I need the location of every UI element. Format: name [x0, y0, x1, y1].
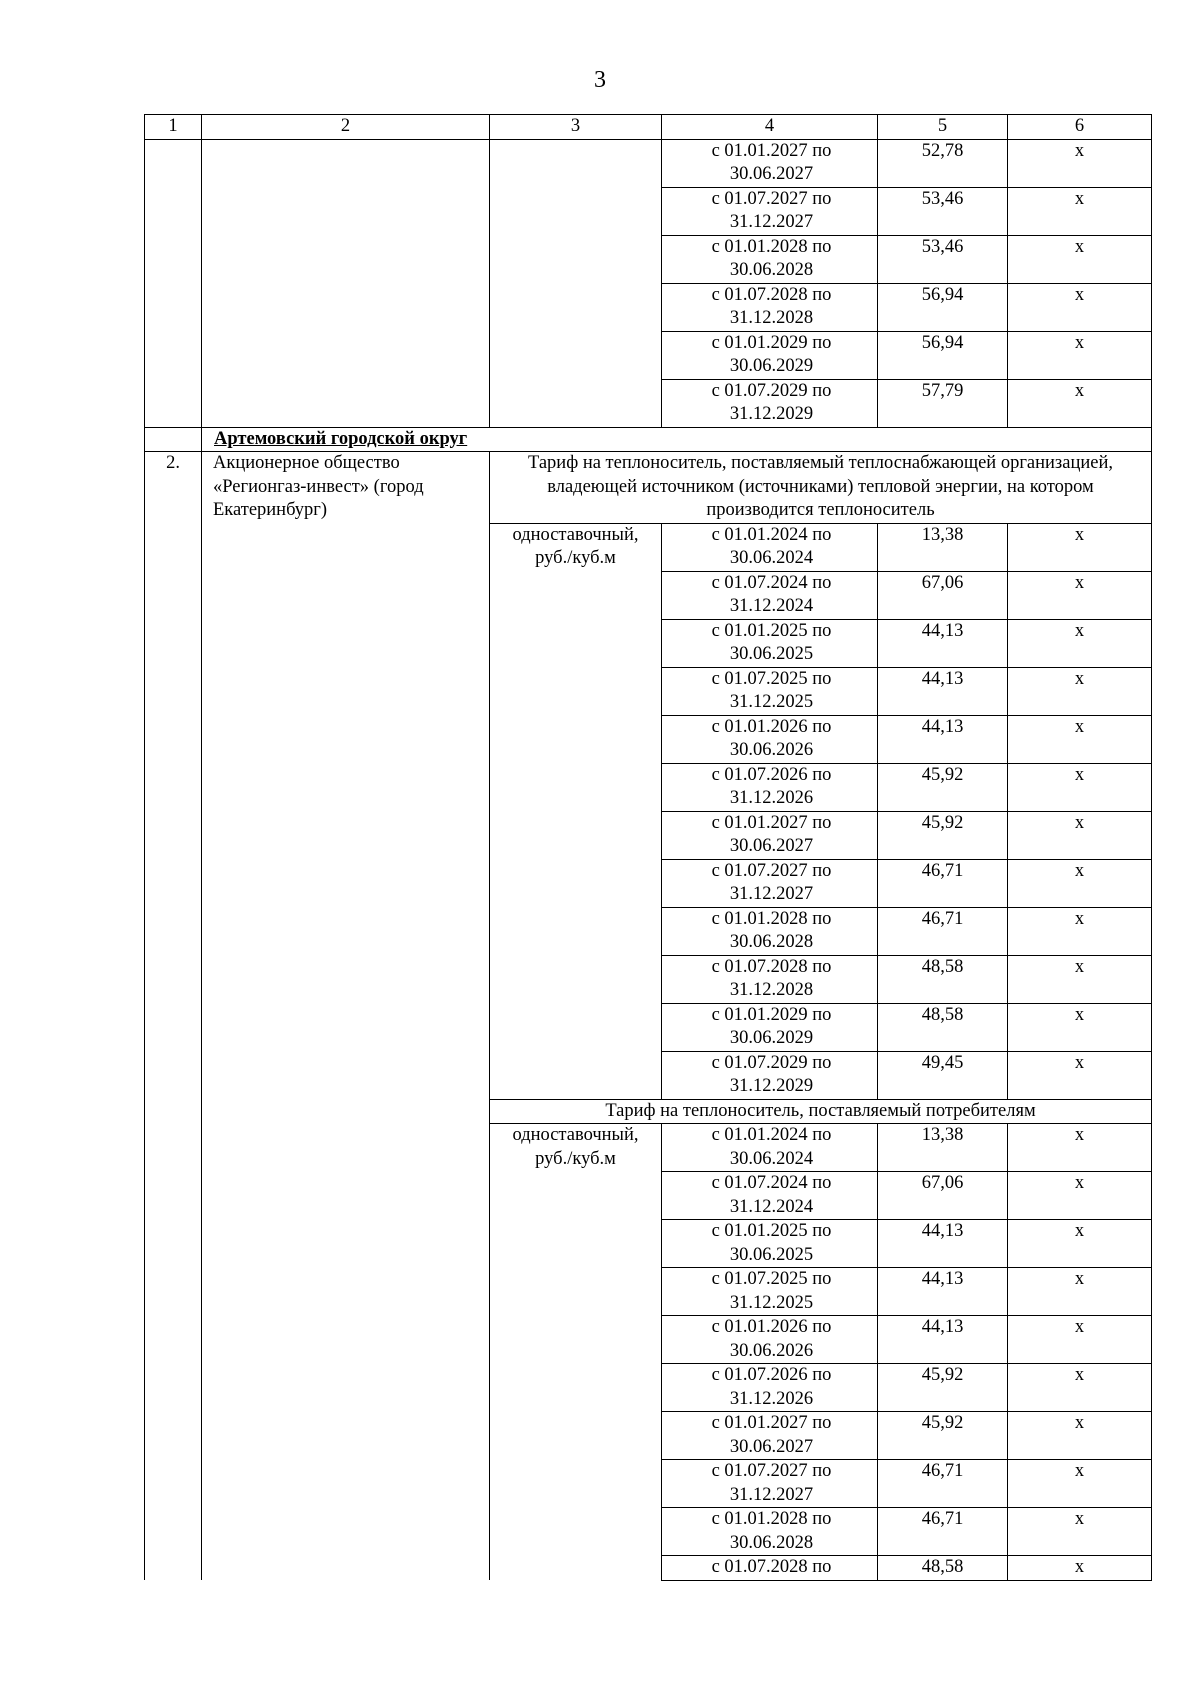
header-cell: 4 — [662, 115, 878, 140]
tariff-value-cell: 46,71 — [878, 1460, 1008, 1508]
period-cell: с 01.07.2027 по 31.12.2027 — [662, 1460, 878, 1508]
column-6-cell: х — [1008, 523, 1152, 571]
period-cell: с 01.01.2029 по 30.06.2029 — [662, 331, 878, 379]
column-6-cell: х — [1008, 1268, 1152, 1316]
tariff-value-cell: 46,71 — [878, 859, 1008, 907]
column-6-cell: х — [1008, 1316, 1152, 1364]
column-6-cell: х — [1008, 1124, 1152, 1172]
number-cell-continued — [145, 139, 202, 427]
header-cell: 6 — [1008, 115, 1152, 140]
period-cell: с 01.01.2029 по 30.06.2029 — [662, 1003, 878, 1051]
column-6-cell: х — [1008, 907, 1152, 955]
period-cell: с 01.01.2028 по 30.06.2028 — [662, 1508, 878, 1556]
column-6-cell: х — [1008, 139, 1152, 187]
period-cell: с 01.01.2024 по 30.06.2024 — [662, 1124, 878, 1172]
column-6-cell: х — [1008, 1460, 1152, 1508]
period-cell: с 01.01.2027 по 30.06.2027 — [662, 1412, 878, 1460]
region-number-cell — [145, 427, 202, 452]
tariff-value-cell: 53,46 — [878, 235, 1008, 283]
column-6-cell: х — [1008, 187, 1152, 235]
column-6-cell: х — [1008, 1508, 1152, 1556]
column-6-cell: х — [1008, 955, 1152, 1003]
period-cell: с 01.07.2029 по 31.12.2029 — [662, 1051, 878, 1099]
header-cell: 2 — [202, 115, 490, 140]
tariff-value-cell: 53,46 — [878, 187, 1008, 235]
entry-number: 2. — [145, 452, 202, 1581]
tariff-value-cell: 67,06 — [878, 571, 1008, 619]
header-cell: 3 — [490, 115, 662, 140]
tariff-type-cell-continued — [490, 139, 662, 427]
table-row — [145, 139, 1152, 187]
section-title: Тариф на теплоноситель, поставляемый теплоснабжающей организацией, владеющей источником (источниками) тепловой энергии, на котором производится теплоноситель — [490, 452, 1152, 524]
section-title: Тариф на теплоноситель, поставляемый потребителям — [490, 1099, 1152, 1124]
column-6-cell: х — [1008, 1051, 1152, 1099]
column-6-cell: х — [1008, 619, 1152, 667]
tariff-value-cell: 45,92 — [878, 811, 1008, 859]
period-cell: с 01.01.2027 по 30.06.2027 — [662, 139, 878, 187]
tariff-value-cell: 48,58 — [878, 955, 1008, 1003]
period-cell: с 01.07.2026 по 31.12.2026 — [662, 1364, 878, 1412]
tariff-value-cell: 57,79 — [878, 379, 1008, 427]
tariff-value-cell: 13,38 — [878, 523, 1008, 571]
period-cell: с 01.01.2026 по 30.06.2026 — [662, 715, 878, 763]
period-cell: с 01.01.2026 по 30.06.2026 — [662, 1316, 878, 1364]
region-row — [145, 427, 1152, 452]
period-cell: с 01.01.2025 по 30.06.2025 — [662, 1220, 878, 1268]
column-6-cell: х — [1008, 235, 1152, 283]
period-cell: с 01.01.2028 по 30.06.2028 — [662, 907, 878, 955]
period-cell: с 01.01.2027 по 30.06.2027 — [662, 811, 878, 859]
column-6-cell: х — [1008, 715, 1152, 763]
tariff-value-cell: 52,78 — [878, 139, 1008, 187]
column-6-cell: х — [1008, 1556, 1152, 1581]
column-6-cell: х — [1008, 331, 1152, 379]
period-cell: с 01.01.2028 по 30.06.2028 — [662, 235, 878, 283]
period-cell: с 01.07.2027 по 31.12.2027 — [662, 187, 878, 235]
tariff-value-cell: 44,13 — [878, 667, 1008, 715]
column-6-cell: х — [1008, 283, 1152, 331]
period-cell: с 01.07.2025 по 31.12.2025 — [662, 1268, 878, 1316]
period-cell: с 01.07.2029 по 31.12.2029 — [662, 379, 878, 427]
tariff-value-cell: 45,92 — [878, 763, 1008, 811]
tariff-value-cell: 45,92 — [878, 1364, 1008, 1412]
column-6-cell: х — [1008, 763, 1152, 811]
column-6-cell: х — [1008, 1003, 1152, 1051]
column-6-cell: х — [1008, 1412, 1152, 1460]
period-cell: с 01.07.2026 по 31.12.2026 — [662, 763, 878, 811]
organization-name: Акционерное общество «Регионгаз-инвест» (город Екатеринбург) — [202, 452, 490, 1581]
tariff-type-cell: одноставочный, руб./куб.м — [490, 1124, 662, 1581]
tariff-table-body — [145, 115, 1152, 1581]
period-cell: с 01.07.2028 по 31.12.2028 — [662, 283, 878, 331]
column-6-cell: х — [1008, 811, 1152, 859]
column-6-cell: х — [1008, 1220, 1152, 1268]
period-cell: с 01.01.2025 по 30.06.2025 — [662, 619, 878, 667]
tariff-value-cell: 44,13 — [878, 1268, 1008, 1316]
tariff-value-cell: 46,71 — [878, 907, 1008, 955]
tariff-value-cell: 44,13 — [878, 619, 1008, 667]
tariff-value-cell: 48,58 — [878, 1556, 1008, 1581]
period-cell: с 01.01.2024 по 30.06.2024 — [662, 523, 878, 571]
period-cell: с 01.07.2028 по — [662, 1556, 878, 1581]
period-cell: с 01.07.2024 по 31.12.2024 — [662, 1172, 878, 1220]
tariff-value-cell: 44,13 — [878, 715, 1008, 763]
period-cell: с 01.07.2027 по 31.12.2027 — [662, 859, 878, 907]
column-6-cell: х — [1008, 379, 1152, 427]
column-6-cell: х — [1008, 1172, 1152, 1220]
tariff-value-cell: 67,06 — [878, 1172, 1008, 1220]
header-cell: 5 — [878, 115, 1008, 140]
period-cell: с 01.07.2025 по 31.12.2025 — [662, 667, 878, 715]
tariff-value-cell: 49,45 — [878, 1051, 1008, 1099]
period-cell: с 01.07.2024 по 31.12.2024 — [662, 571, 878, 619]
region-title: Артемовский городской округ — [202, 427, 1152, 452]
table-header-row — [145, 115, 1152, 140]
tariff-value-cell: 13,38 — [878, 1124, 1008, 1172]
page-number: 3 — [594, 67, 606, 93]
column-6-cell: х — [1008, 571, 1152, 619]
header-cell: 1 — [145, 115, 202, 140]
tariff-value-cell: 56,94 — [878, 331, 1008, 379]
organization-cell-continued — [202, 139, 490, 427]
column-6-cell: х — [1008, 859, 1152, 907]
tariff-value-cell: 48,58 — [878, 1003, 1008, 1051]
section-title-row — [145, 452, 1152, 524]
column-6-cell: х — [1008, 667, 1152, 715]
tariff-type-cell: одноставочный, руб./куб.м — [490, 523, 662, 1099]
tariff-value-cell: 44,13 — [878, 1316, 1008, 1364]
tariff-value-cell: 45,92 — [878, 1412, 1008, 1460]
column-6-cell: х — [1008, 1364, 1152, 1412]
tariff-value-cell: 56,94 — [878, 283, 1008, 331]
tariff-value-cell: 46,71 — [878, 1508, 1008, 1556]
tariff-value-cell: 44,13 — [878, 1220, 1008, 1268]
period-cell: с 01.07.2028 по 31.12.2028 — [662, 955, 878, 1003]
tariff-table — [144, 114, 1152, 1581]
